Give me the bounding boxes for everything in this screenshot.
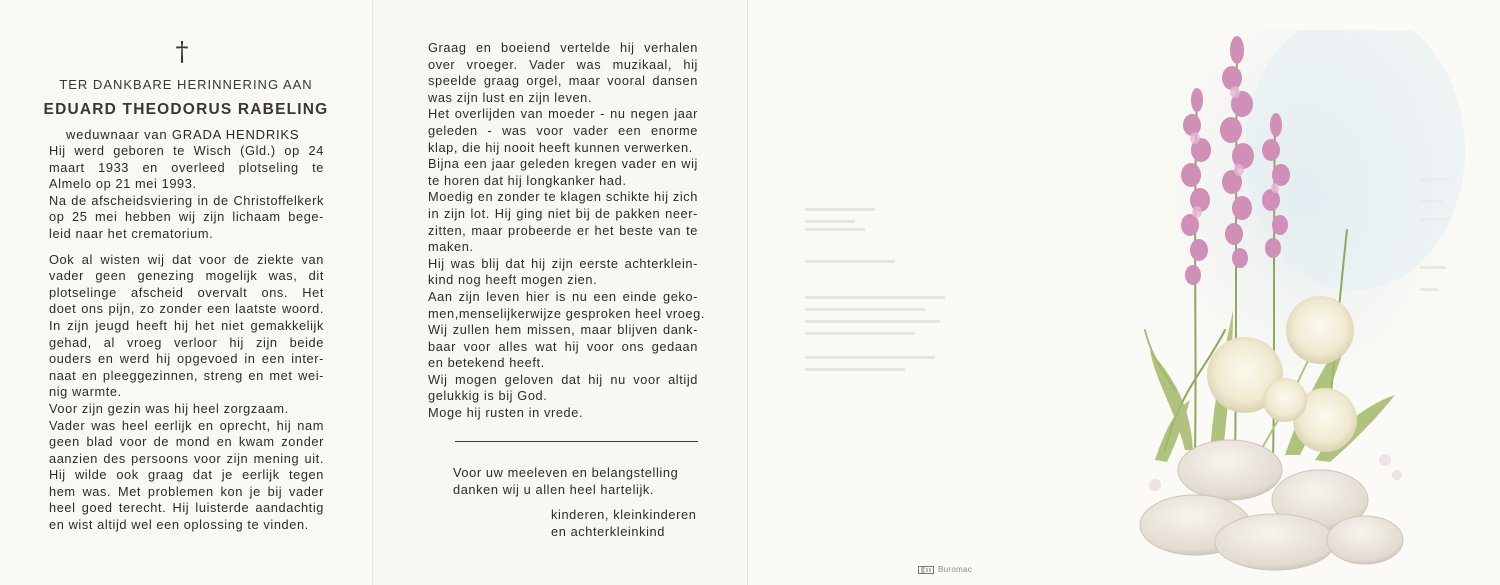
text-line: Graag en boeiend vertelde hij verhalen: [428, 40, 698, 55]
paragraph: [49, 401, 324, 418]
paragraph: [428, 106, 698, 156]
text-line: plotselinge afscheid overvalt ons. Het: [49, 284, 324, 300]
text-line: Bijna een jaar geleden kregen vader en wij: [428, 156, 698, 172]
text-line: klap, die hij nooit heeft kunnen verwerken.: [428, 139, 693, 155]
publisher-name: Buromac: [938, 565, 973, 574]
flower-illustration: [1135, 30, 1475, 585]
paragraph: [49, 143, 324, 193]
publisher-mark: [918, 565, 972, 574]
text-line: Hij was blij dat hij zijn eerste achterklein-: [428, 255, 698, 271]
text-line: en achterkleinkind: [551, 523, 665, 539]
paragraph-gap: [49, 243, 324, 252]
text-line: Moge hij rusten in vrede.: [428, 405, 584, 421]
text-line: Voor uw meeleven en belangstelling: [453, 465, 679, 480]
paragraph: [428, 405, 698, 422]
text-line: Het overlijden van moeder - nu negen jaar: [428, 106, 698, 122]
text-line: maken.: [428, 239, 474, 255]
text-line: vader geen genezing mogelijk was, dit: [49, 268, 324, 284]
text-line: In zijn jeugd heeft hij het niet gemakkelijk: [49, 317, 324, 333]
text-line: Wij mogen geloven dat hij nu voor altijd: [428, 371, 698, 387]
text-line: leid naar het crematorium.: [49, 225, 214, 241]
paragraph: [428, 322, 698, 372]
text-line: aanzien des persoons voor zijn mening uit.: [49, 450, 324, 466]
text-line: Hij werd geboren te Wisch (Gld.) op 24: [49, 143, 324, 158]
text-line: Wij zullen hem missen, maar blijven dank-: [428, 322, 698, 338]
buromac-logo-icon: [918, 566, 934, 574]
spouse-line: weduwnaar van GRADA HENDRIKS: [66, 127, 300, 142]
text-line: Na de afscheidsviering in de Christoffelkerk: [49, 192, 324, 208]
paragraph: [428, 189, 698, 255]
middle-column-text: [428, 40, 705, 422]
text-line: Ook al wisten wij dat voor de ziekte van: [49, 251, 324, 267]
text-line: naat en pleeggezinnen, streng en met wei-: [49, 367, 324, 383]
text-line: maart 1933 en overleed plotseling te: [49, 159, 324, 175]
signature-text: [551, 507, 711, 540]
text-line: en wist altijd wel een oplossing te vinden.: [49, 517, 309, 533]
text-line: baar voor alles wat hij voor ons gedaan: [428, 338, 698, 354]
text-line: was zijn lust en zijn leven.: [428, 89, 593, 105]
text-line: kind nog heeft mogen zien.: [428, 272, 598, 288]
text-line: Vader was heel eerlijk en oprecht, hij nam: [49, 417, 324, 433]
paragraph: [428, 372, 698, 405]
text-line: ouders en werd hij opgevoed in een inter-: [49, 351, 324, 367]
text-line: Hij wilde ook graag dat je eerlijk tegen: [49, 467, 324, 483]
paragraph: [428, 288, 705, 322]
text-line: Voor zijn gezin was hij heel zorgzaam.: [49, 400, 289, 416]
text-line: in zijn lot. Hij ging niet bij de pakken neer-: [428, 205, 698, 221]
text-line: Almelo op 21 mei 1993.: [49, 176, 197, 192]
text-line: op 25 mei hebben wij zijn lichaam bege-: [49, 209, 324, 225]
text-line: over vroeger. Vader was muzikaal, hij: [428, 56, 698, 72]
text-line: kinderen, kleinkinderen: [551, 507, 697, 522]
text-line: nig warmte.: [49, 384, 122, 400]
text-line: zitten, maar probeerde er het beste van te: [428, 222, 698, 238]
text-line: hem was. Met problemen kon je bij vader: [49, 483, 324, 499]
text-line: Moedig en zonder te klagen schikte hij zich: [428, 189, 698, 205]
text-line: geleden - was voor vader een enorme: [428, 122, 698, 138]
dedication-heading: TER DANKBARE HERINNERING AAN: [59, 77, 313, 92]
text-line: te horen dat hij longkanker had.: [428, 172, 627, 188]
text-line: geen blad voor de mond en kwam zonder: [49, 434, 324, 450]
paragraph: [49, 193, 324, 243]
text-line: gelukkig is bij God.: [428, 388, 548, 404]
paragraph: [49, 418, 324, 534]
text-line: doet ons pijn, zo zonder een laatste woord.: [49, 301, 324, 317]
divider-line: [455, 441, 698, 442]
text-line: en betekend heeft.: [428, 355, 545, 371]
text-line: gehad, al vroeg verloor hij zijn beide: [49, 334, 324, 350]
cross-icon: †: [175, 37, 189, 67]
text-line: danken wij u allen heel hartelijk.: [453, 481, 655, 497]
deceased-name: EDUARD THEODORUS RABELING: [43, 101, 329, 118]
text-line: heel goed terecht. Hij luisterde aandachtig: [49, 500, 324, 516]
text-line: men,menselijkerwijze gesproken heel vroeg.: [428, 305, 705, 321]
paragraph: [428, 256, 698, 289]
text-line: Aan zijn leven hier is nu een einde gekо-: [428, 288, 698, 304]
paragraph: [428, 156, 698, 189]
text-line: speelde graag orgel, maar vooral dansen: [428, 73, 698, 89]
left-column-text: [49, 143, 324, 534]
paragraph: [49, 252, 324, 401]
thanks-text: [453, 465, 701, 498]
paragraph: [428, 40, 698, 106]
